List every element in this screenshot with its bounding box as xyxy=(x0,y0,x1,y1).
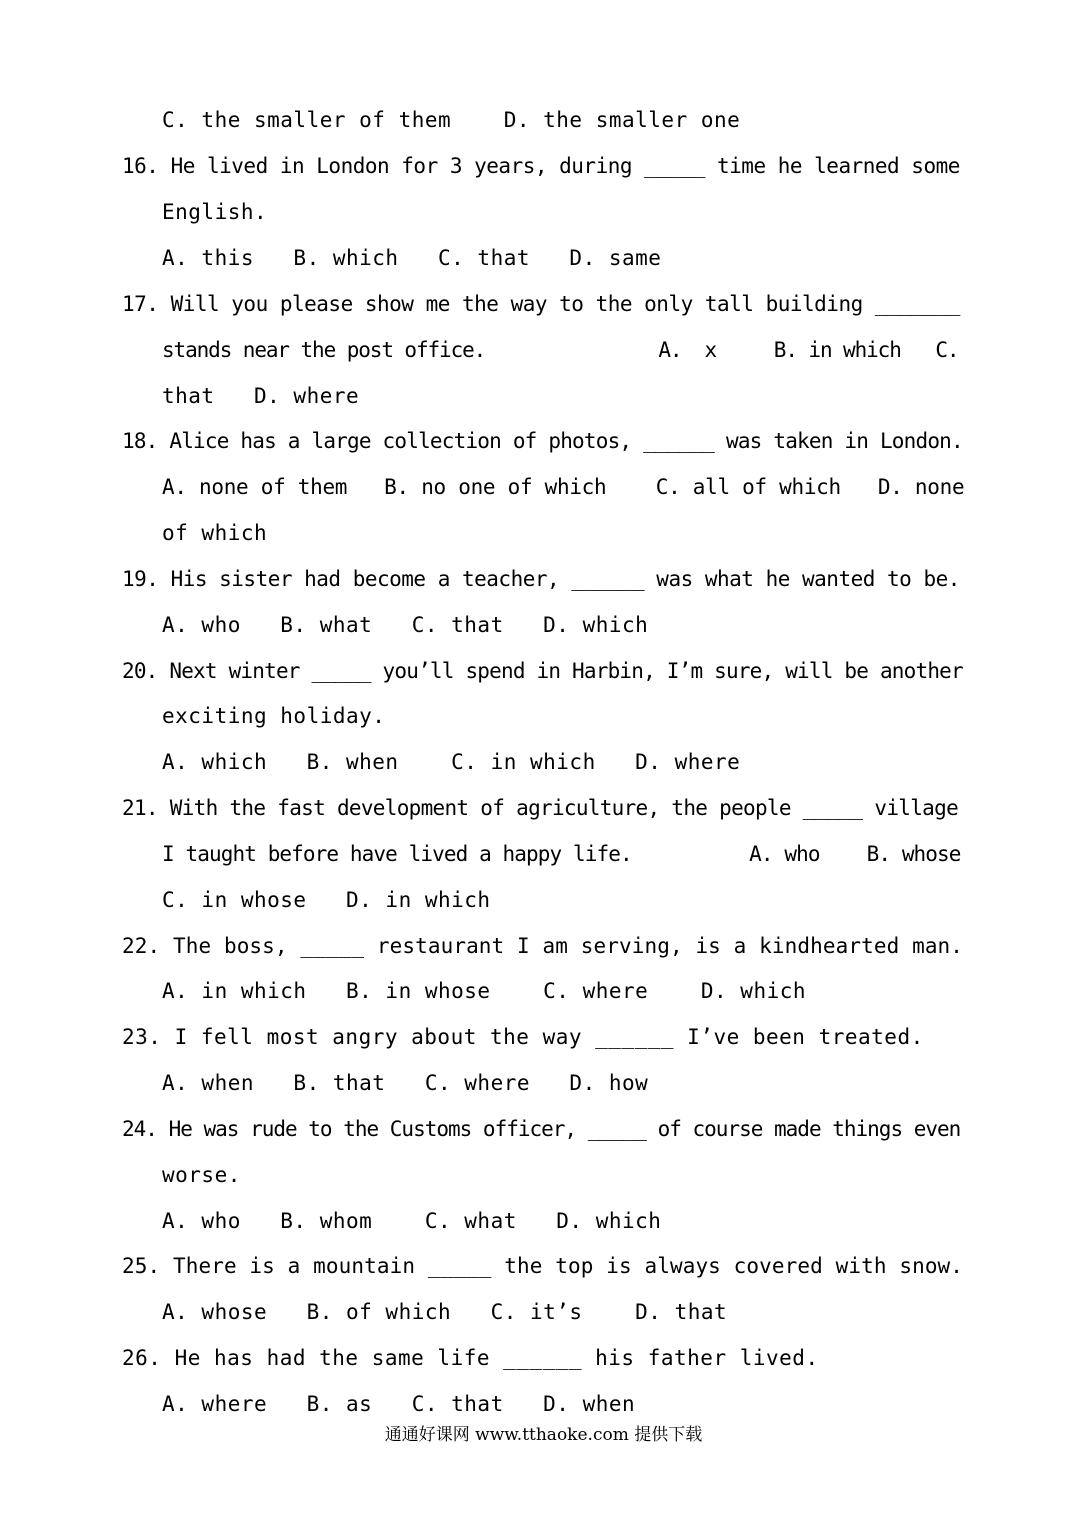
question-20: 20. Next winter _____ you’ll spend in Harbin, I’m sure, will be another xyxy=(122,659,963,683)
option-line: of which xyxy=(162,521,268,545)
question-18: 18. Alice has a large collection of photos, ______ was taken in London. xyxy=(122,429,963,453)
question-line: exciting holiday. xyxy=(162,704,386,728)
option-line: A. where B. as C. that D. when xyxy=(162,1392,636,1416)
option-line: A. none of them B. no one of which C. all of which D. none xyxy=(162,475,965,499)
question-line: stands near the post office. A. x B. in which C. xyxy=(162,338,959,362)
option-line: A. in which B. in whose C. where D. which xyxy=(162,979,807,1003)
question-26: 26. He has had the same life ______ his father lived. xyxy=(122,1346,819,1370)
question-21: 21. With the fast development of agriculture, the people _____ village xyxy=(122,796,959,820)
question-25: 25. There is a mountain _____ the top is always covered with snow. xyxy=(122,1254,964,1278)
question-line: I taught before have lived a happy life. A. who B. whose xyxy=(162,842,961,866)
option-line: C. the smaller of them D. the smaller one xyxy=(162,108,741,132)
question-line: English. xyxy=(162,200,268,224)
page-footer: 通通好课网 www.tthaoke.com 提供下载 xyxy=(384,1425,703,1445)
option-line: C. in whose D. in which xyxy=(162,888,491,912)
question-line: worse. xyxy=(162,1163,241,1187)
question-23: 23. I fell most angry about the way ______ I’ve been treated. xyxy=(122,1025,924,1049)
option-line: A. which B. when C. in which D. where xyxy=(162,750,741,774)
question-16: 16. He lived in London for 3 years, during _____ time he learned some xyxy=(122,154,960,178)
option-line: A. whose B. of which C. it’s D. that xyxy=(162,1300,728,1324)
option-line: that D. where xyxy=(162,384,360,408)
option-line: A. who B. whom C. what D. which xyxy=(162,1209,662,1233)
question-17: 17. Will you please show me the way to the only tall building _______ xyxy=(122,292,960,316)
question-24: 24. He was rude to the Customs officer, _____ of course made things even xyxy=(122,1117,961,1141)
option-line: A. this B. which C. that D. same xyxy=(162,246,662,270)
option-line: A. when B. that C. where D. how xyxy=(162,1071,649,1095)
option-line: A. who B. what C. that D. which xyxy=(162,613,649,637)
question-19: 19. His sister had become a teacher, ______ was what he wanted to be. xyxy=(122,567,960,591)
question-22: 22. The boss, _____ restaurant I am serving, is a kindhearted man. xyxy=(122,934,964,958)
